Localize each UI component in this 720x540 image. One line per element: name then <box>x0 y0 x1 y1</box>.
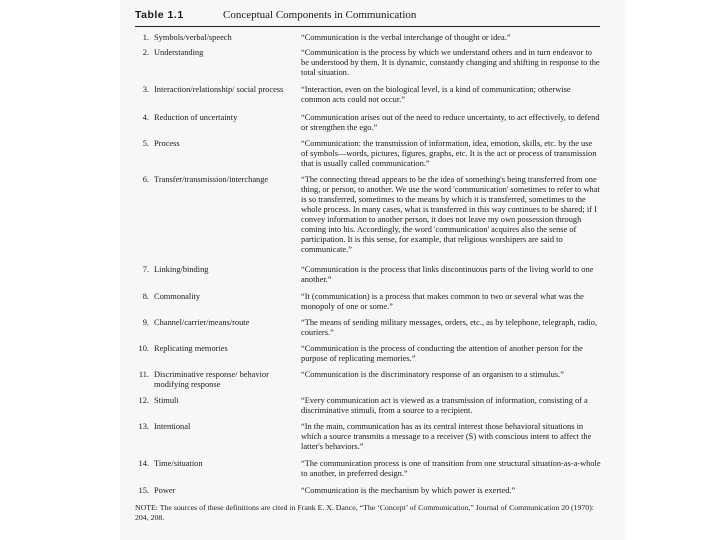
row-definition: “It (communication) is a process that makes common to two or several what was the monopoly of one or some.” <box>301 292 584 311</box>
row-term: Interaction/relationship/ social process <box>154 85 284 94</box>
row-definition: “Communication is the process that links discontinuous parts of the living world to one another.” <box>301 265 594 284</box>
row-definition: “Communication is the verbal interchange of thought or idea.” <box>301 33 511 42</box>
row-number: 15. <box>138 486 149 495</box>
row-term: Intentional <box>154 422 191 431</box>
row-term: Symbols/verbal/speech <box>154 33 232 42</box>
row-number: 2. <box>142 48 149 57</box>
row-term: Discriminative response/ behavior modifying response <box>154 370 269 389</box>
table-label: Table 1.1 <box>135 9 184 21</box>
row-term: Time/situation <box>154 459 203 468</box>
row-term: Channel/carrier/means/route <box>154 318 250 327</box>
row-number: 10. <box>138 344 149 353</box>
row-definition: “Communication is the process of conducting the attention of another person for the purpose of replicating memories.” <box>301 344 583 363</box>
row-definition: “Communication: the transmission of information, idea, emotion, skills, etc. by the use of symbols—words, pictures, figures, graphs, etc. It is the act or process of transmission that is usually called communication.” <box>301 139 597 168</box>
table-header <box>135 6 620 24</box>
row-definition: “Communication is the process by which we understand others and in turn endeavor to be understood by them. It is dynamic, constantly changing and shifting in response to the total situation. <box>301 48 600 77</box>
row-definition: “In the main, communication has as its central interest those behavioral situations in which a source transmits a message to a receiver (S) with conscious intent to affect the latter's behaviors.” <box>301 422 592 451</box>
row-definition: “Every communication act is viewed as a transmission of information, consisting of a discriminative stimuli, from a source to a recipient. <box>301 396 588 415</box>
row-term: Commonality <box>154 292 201 301</box>
row-definition: “Interaction, even on the biological level, is a kind of communication; otherwise common acts could not occur.” <box>301 85 571 104</box>
row-definition: “The means of sending military messages, orders, etc., as by telephone, telegraph, radio, couriers.” <box>301 318 598 337</box>
row-number: 3. <box>142 85 149 94</box>
scanned-page <box>120 0 625 540</box>
row-definition: “Communication is the mechanism by which power is exerted.” <box>301 486 516 495</box>
row-definition: “The communication process is one of transition from one structural situation-as-a-whole to another, in preferred design.” <box>301 459 601 478</box>
row-number: 7. <box>142 265 149 274</box>
row-definition: “Communication arises out of the need to reduce uncertainty, to act effectively, to defend or strengthen the ego.” <box>301 113 600 132</box>
row-term: Transfer/transmission/interchange <box>154 175 269 184</box>
header-rule <box>135 26 600 27</box>
row-term: Linking/binding <box>154 265 209 274</box>
row-number: 5. <box>142 139 149 148</box>
row-number: 12. <box>138 396 149 405</box>
row-number: 1. <box>142 33 149 42</box>
table-title: Conceptual Components in Communication <box>223 9 417 21</box>
row-number: 8. <box>142 292 149 301</box>
row-number: 6. <box>142 175 149 184</box>
row-term: Power <box>154 486 176 495</box>
row-definition: “Communication is the discriminatory response of an organism to a stimulus.” <box>301 370 564 379</box>
row-number: 14. <box>138 459 149 468</box>
table-source-note: NOTE: The sources of these definitions are cited in Frank E. X. Dance, “The ‘Concept’ of Communication,” Journal of Communication 20 (1970): 204, 208. <box>135 503 594 522</box>
row-definition: “The connecting thread appears to be the idea of something's being transferred from one thing, or person, to another. We use the word 'communication' sometimes to refer to what is so transferred, sometimes to the means by which it is transferred, sometimes to the whole process. In many cases, what is transferred in this way continues to be shared; if I convey information to another person, it does not leave my own possession through coming into his. Accordingly, the word 'communication' acquires also the sense of participation. It is this sense, for example, that religious worshipers are said to communicate.” <box>301 175 600 254</box>
row-number: 4. <box>142 113 149 122</box>
row-term: Replicating memories <box>154 344 228 353</box>
row-term: Process <box>154 139 180 148</box>
row-number: 13. <box>138 422 149 431</box>
row-number: 9. <box>142 318 149 327</box>
row-term: Understanding <box>154 48 204 57</box>
row-term: Reduction of uncertainty <box>154 113 238 122</box>
row-term: Stimuli <box>154 396 179 405</box>
row-number: 11. <box>138 370 149 379</box>
